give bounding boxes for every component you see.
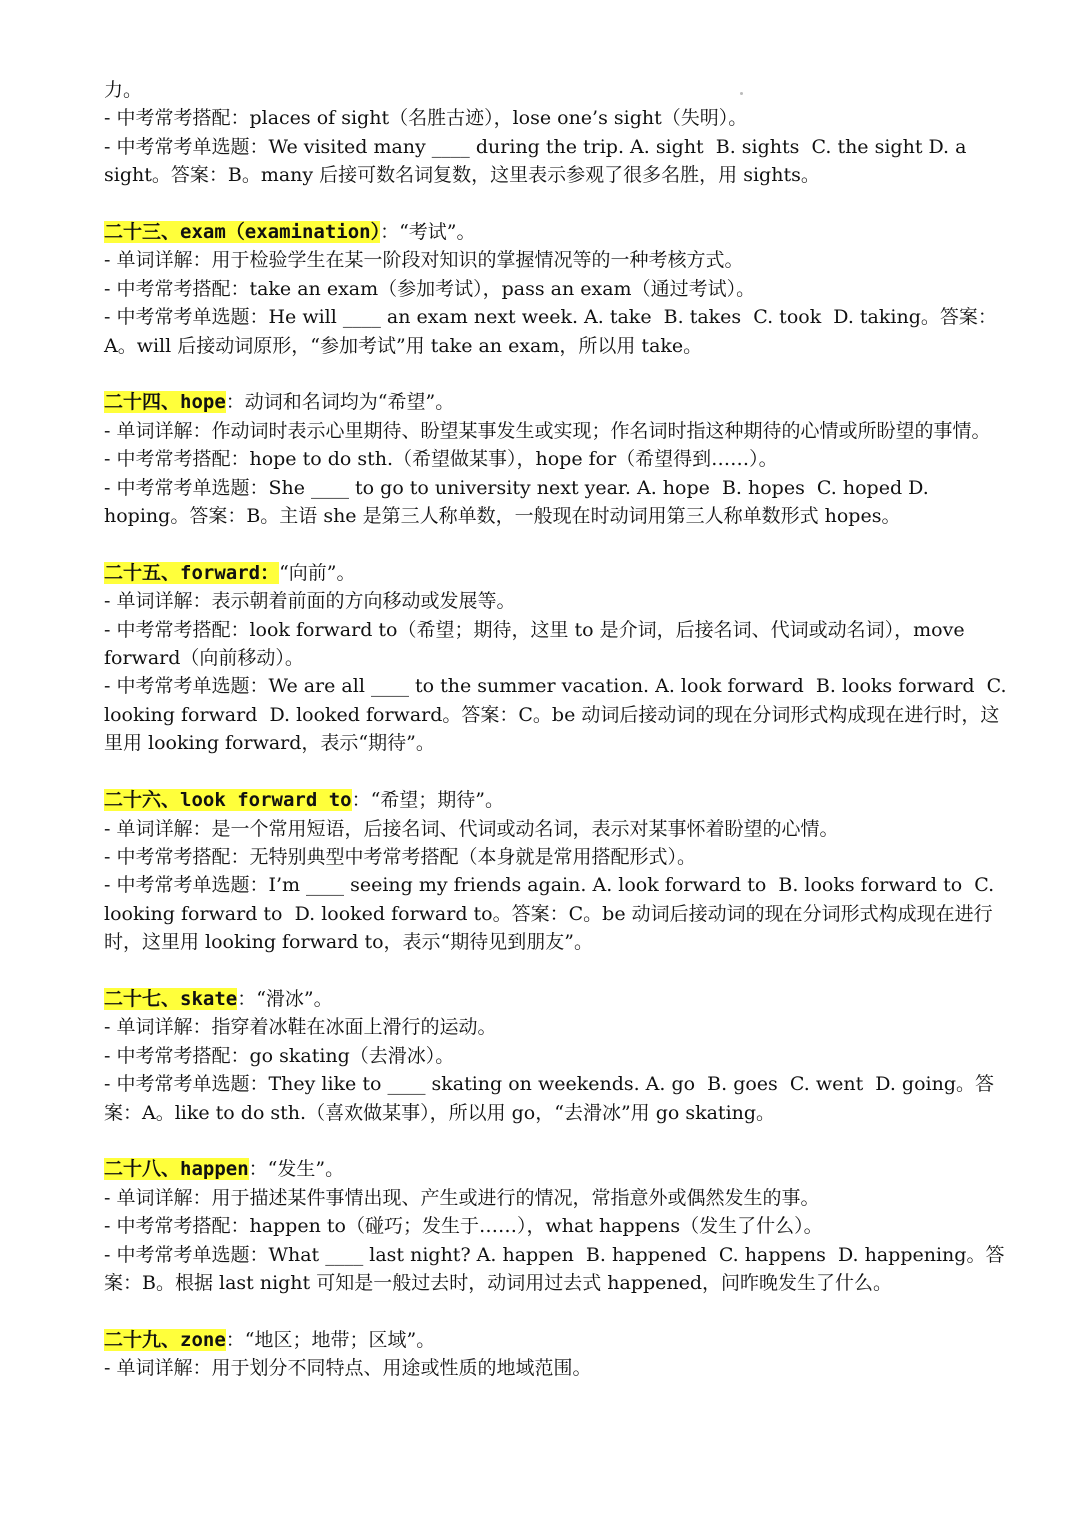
heading-keyword: 二十六、look forward to xyxy=(104,789,352,812)
entry-heading xyxy=(104,218,1016,246)
entry-line: - 中考常考单选题：We are all ____ to the summer vacation. A. look forward B. looks forward C. looking forward D. looked forward。答案：C。be 动词后接动词的现在分词形式构成现在进行时，这里用 looking forward，表示“期待”。 xyxy=(104,675,1013,755)
heading-keyword: 二十四、hope xyxy=(104,391,226,414)
heading-keyword: 二十八、happen xyxy=(104,1158,249,1181)
entry-heading xyxy=(104,985,1016,1013)
entry-26 xyxy=(104,786,1016,956)
heading-keyword: 二十七、skate xyxy=(104,987,238,1010)
entry-line: - 中考常考搭配：happen to（碰巧；发生于……），what happens（发生了什么）。 xyxy=(104,1215,823,1238)
entry-24 xyxy=(104,388,1016,530)
entry-line: - 单词详解：是一个常用短语，后接名词、代词或动名词，表示对某事怀着盼望的心情。 xyxy=(104,817,839,840)
fragment-line: - 中考常考搭配：places of sight（名胜古迹），lose one’s sight（失明）。 xyxy=(104,107,748,130)
entry-28 xyxy=(104,1155,1016,1297)
entry-heading xyxy=(104,559,1016,587)
heading-meaning: ：“希望；期待”。 xyxy=(351,789,505,812)
entry-line: - 单词详解：作动词时表示心里期待、盼望某事发生或实现；作名词时指这种期待的心情或所盼望的事情。 xyxy=(104,419,991,442)
entry-line: - 单词详解：用于划分不同特点、用途或性质的地域范围。 xyxy=(104,1357,592,1380)
entry-line: - 中考常考搭配：无特别典型中考常考搭配（本身就是常用搭配形式）。 xyxy=(104,845,696,868)
entry-heading xyxy=(104,388,1016,416)
entry-heading xyxy=(104,1155,1016,1183)
fragment-line: 力。 xyxy=(104,79,143,101)
entry-line: - 中考常考单选题：She ____ to go to university next year. A. hope B. hopes C. hoped D. hoping。答案：B。主语 she 是第三人称单数，一般现在时动词用第三人称单数形式 hopes。 xyxy=(104,476,935,528)
entry-line: - 中考常考搭配：look forward to（希望；期待，这里 to 是介词，后接名词、代词或动名词），move forward（向前移动）。 xyxy=(104,618,971,670)
entry-line: - 中考常考单选题：He will ____ an exam next week. A. take B. takes C. took D. taking。答案：A。will 后接动词原形，“参加考试”用 take an exam，所以用 take。 xyxy=(104,306,997,357)
entry-heading xyxy=(104,1326,1016,1354)
heading-meaning: “向前”。 xyxy=(279,561,356,584)
heading-keyword: 二十三、exam（examination） xyxy=(104,221,381,244)
entry-line: - 中考常考单选题：What ____ last night? A. happen B. happened C. happens D. happening。答案：B。根据 last night 可知是一般过去时，动词用过去式 happened，问昨晚发生了什么。 xyxy=(104,1243,1005,1294)
entry-25 xyxy=(104,559,1016,758)
heading-keyword: 二十九、zone xyxy=(104,1328,226,1351)
entry-23 xyxy=(104,218,1016,360)
heading-meaning: ：“地区；地带；区域”。 xyxy=(225,1328,436,1351)
heading-meaning: ：“考试”。 xyxy=(380,221,476,244)
entry-line: - 中考常考搭配：go skating（去滑冰）。 xyxy=(104,1044,455,1067)
entry-line: - 中考常考单选题：I’m ____ seeing my friends again. A. look forward to B. looks forward to C. looking forward to D. looked forward to。答案：C。be 动词后接动词的现在分词形式构成现在进行时，这里用 looking forward to，表示“期待见到朋友”。 xyxy=(104,874,1001,954)
entry-line: - 中考常考搭配：hope to do sth.（希望做某事），hope for（希望得到……）。 xyxy=(104,448,778,471)
entry-line: - 中考常考单选题：They like to ____ skating on weekends. A. go B. goes C. went D. going。答案：A。like to do sth.（喜欢做某事），所以用 go，“去滑冰”用 go skating。 xyxy=(104,1073,994,1124)
heading-meaning: ：动词和名词均为“希望”。 xyxy=(225,391,455,414)
entry-line: - 单词详解：用于检验学生在某一阶段对知识的掌握情况等的一种考核方式。 xyxy=(104,249,744,272)
entry-27 xyxy=(104,985,1016,1127)
heading-meaning: ：“发生”。 xyxy=(248,1158,345,1181)
entry-line: - 单词详解：表示朝着前面的方向移动或发展等。 xyxy=(104,590,516,613)
heading-meaning: ：“滑冰”。 xyxy=(237,987,333,1010)
fragment-line: - 中考常考单选题：We visited many ____ during the trip. A. sight B. sights C. the sight D. a sight。答案：B。many 后接可数名词复数，这里表示参观了很多名胜，用 sights。 xyxy=(104,135,973,187)
entry-29 xyxy=(104,1326,1016,1383)
entry-line: - 单词详解：指穿着冰鞋在冰面上滑行的运动。 xyxy=(104,1016,497,1039)
entry-line: - 单词详解：用于描述某件事情出现、产生或进行的情况，常指意外或偶然发生的事。 xyxy=(104,1186,820,1209)
entry-heading xyxy=(104,786,1016,814)
heading-keyword: 二十五、forward： xyxy=(104,561,280,584)
entry-line: - 中考常考搭配：take an exam（参加考试），pass an exam（通过考试）。 xyxy=(104,277,756,300)
